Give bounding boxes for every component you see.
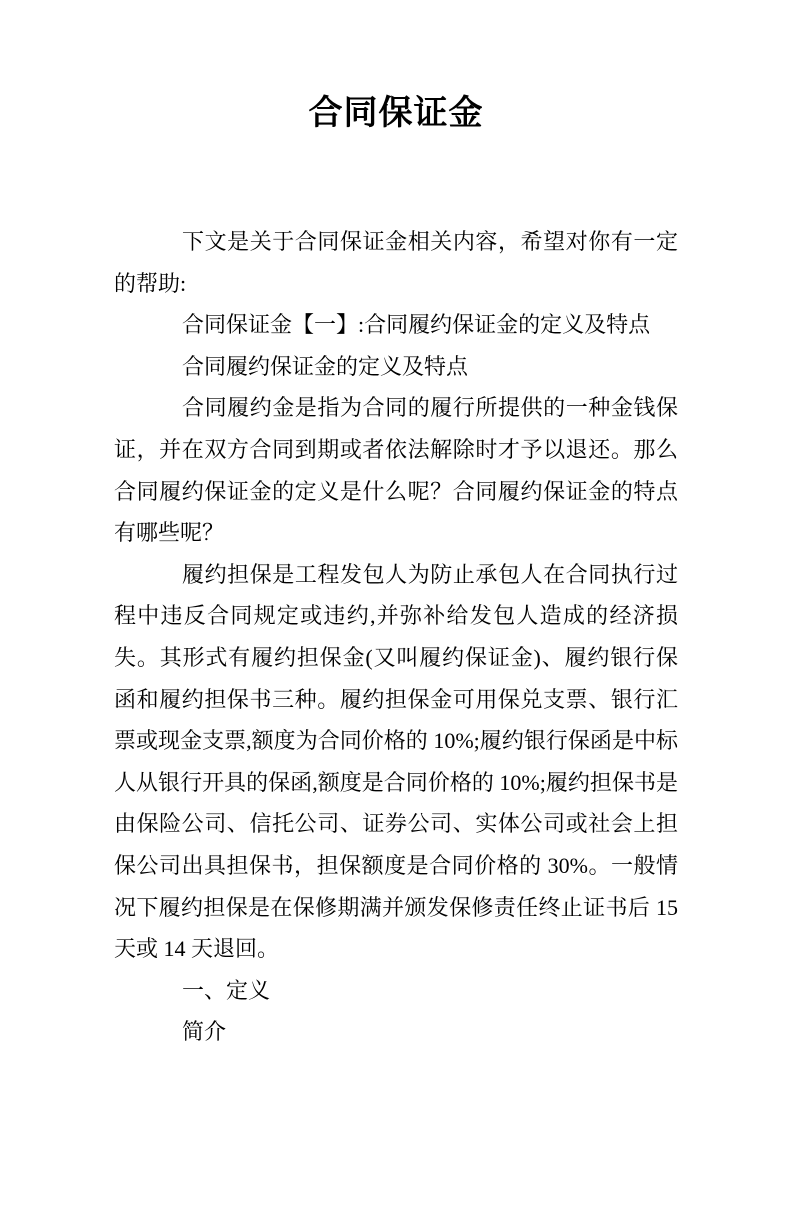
paragraph-guarantee-details: 履约担保是工程发包人为防止承包人在合同执行过程中违反合同规定或违约,并弥补给发包人造成的经济损失。其形式有履约担保金(又叫履约保证金)、履约银行保函和履约担保书三种。履约担保金可用保兑支票、银行汇票或现金支票,额度为合同价格的 10%;履约银行保函是中标人从银行开具的保函,额度是合同价格的 10%;履约担保书是由保险公司、信托公司、证券公司、实体公司或社会上担保公司出具担保书，担保额度是合同价格的 30%。一般情况下履约担保是在保修期满并颁发保修责任终止证书后 15 天或 14 天退回。: [114, 561, 678, 962]
paragraph-definition-question: 合同履约金是指为合同的履行所提供的一种金钱保证，并在双方合同到期或者依法解除时才予以退还。那么合同履约保证金的定义是什么呢？合同履约保证金的特点有哪些呢？: [114, 395, 678, 546]
paragraph-definition-heading: 一、定义: [182, 977, 271, 1003]
paragraph-brief-heading: 简介: [182, 1019, 227, 1045]
paragraph-intro: 下文是关于合同保证金相关内容，希望对你有一定的帮助:: [114, 229, 678, 296]
paragraph-section-heading: 合同保证金【一】:合同履约保证金的定义及特点: [182, 312, 651, 338]
document-page: [0, 94, 792, 1214]
paragraph-subheading: 合同履约保证金的定义及特点: [182, 353, 469, 379]
document-body: [114, 221, 678, 1053]
document-title: 合同保证金: [308, 95, 484, 132]
